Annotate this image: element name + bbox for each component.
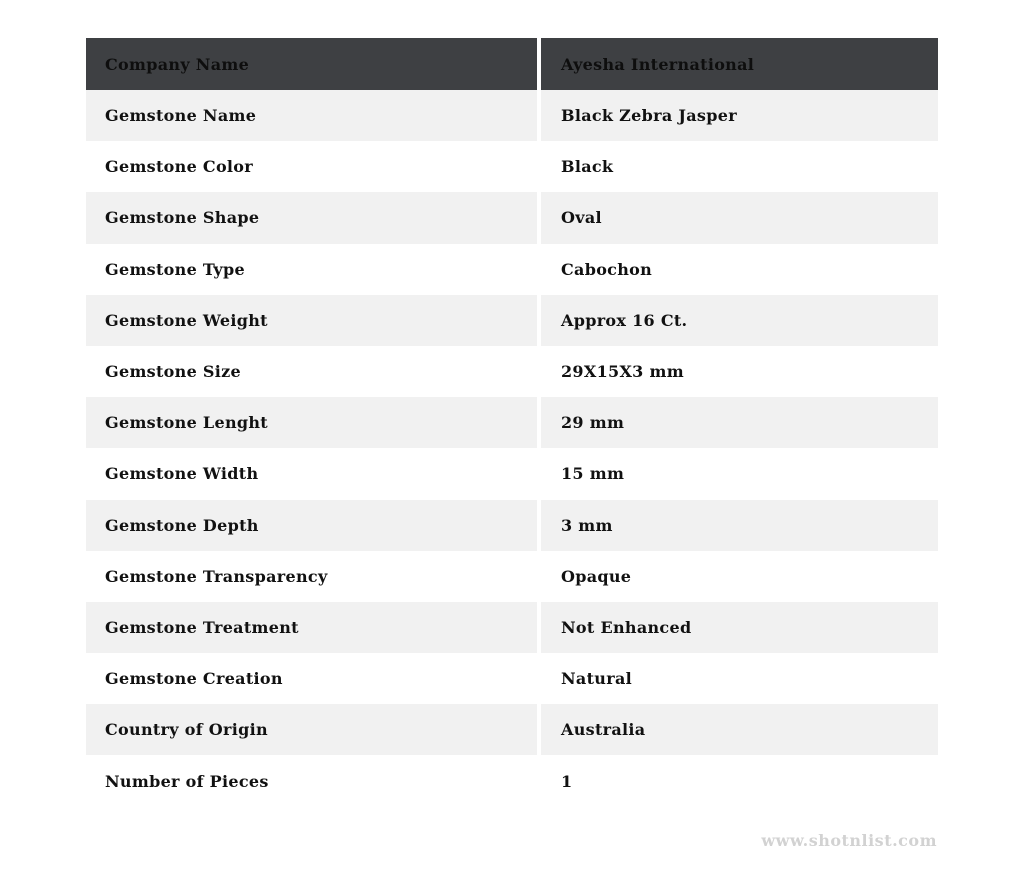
row-label-cell: Gemstone Shape	[86, 192, 537, 243]
row-label-cell: Gemstone Creation	[86, 653, 537, 704]
row-value-cell: Natural	[541, 653, 938, 704]
table-row	[86, 192, 938, 243]
row-label-cell: Number of Pieces	[86, 755, 537, 806]
header-value-cell: Ayesha International	[541, 38, 938, 90]
watermark-text: www.shotnlist.com	[761, 831, 937, 850]
table-row	[86, 141, 938, 192]
row-value-cell: Black	[541, 141, 938, 192]
row-label-cell: Gemstone Lenght	[86, 397, 537, 448]
row-label-cell: Gemstone Width	[86, 448, 537, 499]
table-row	[86, 602, 938, 653]
table-row	[86, 90, 938, 141]
row-label-cell: Gemstone Color	[86, 141, 537, 192]
row-value-cell: Approx 16 Ct.	[541, 295, 938, 346]
row-value-cell: Not Enhanced	[541, 602, 938, 653]
table-row	[86, 704, 938, 755]
table-row	[86, 755, 938, 806]
row-label-cell: Gemstone Depth	[86, 500, 537, 551]
table-row	[86, 295, 938, 346]
gemstone-spec-table	[86, 38, 938, 807]
row-value-cell: Cabochon	[541, 244, 938, 295]
row-value-cell: Australia	[541, 704, 938, 755]
table-body	[86, 90, 938, 807]
table-row	[86, 244, 938, 295]
row-value-cell: Oval	[541, 192, 938, 243]
table-row	[86, 500, 938, 551]
row-value-cell: Opaque	[541, 551, 938, 602]
table-row	[86, 346, 938, 397]
table-row	[86, 397, 938, 448]
row-value-cell: 15 mm	[541, 448, 938, 499]
row-value-cell: 29X15X3 mm	[541, 346, 938, 397]
header-label-cell: Company Name	[86, 38, 537, 90]
row-label-cell: Gemstone Weight	[86, 295, 537, 346]
row-label-cell: Gemstone Size	[86, 346, 537, 397]
table-row	[86, 653, 938, 704]
row-value-cell: 29 mm	[541, 397, 938, 448]
row-label-cell: Gemstone Transparency	[86, 551, 537, 602]
row-label-cell: Gemstone Type	[86, 244, 537, 295]
row-label-cell: Gemstone Name	[86, 90, 537, 141]
row-value-cell: 1	[541, 755, 938, 806]
row-value-cell: 3 mm	[541, 500, 938, 551]
row-value-cell: Black Zebra Jasper	[541, 90, 938, 141]
table-header-row	[86, 38, 938, 90]
table-row	[86, 551, 938, 602]
table-row	[86, 448, 938, 499]
row-label-cell: Country of Origin	[86, 704, 537, 755]
row-label-cell: Gemstone Treatment	[86, 602, 537, 653]
